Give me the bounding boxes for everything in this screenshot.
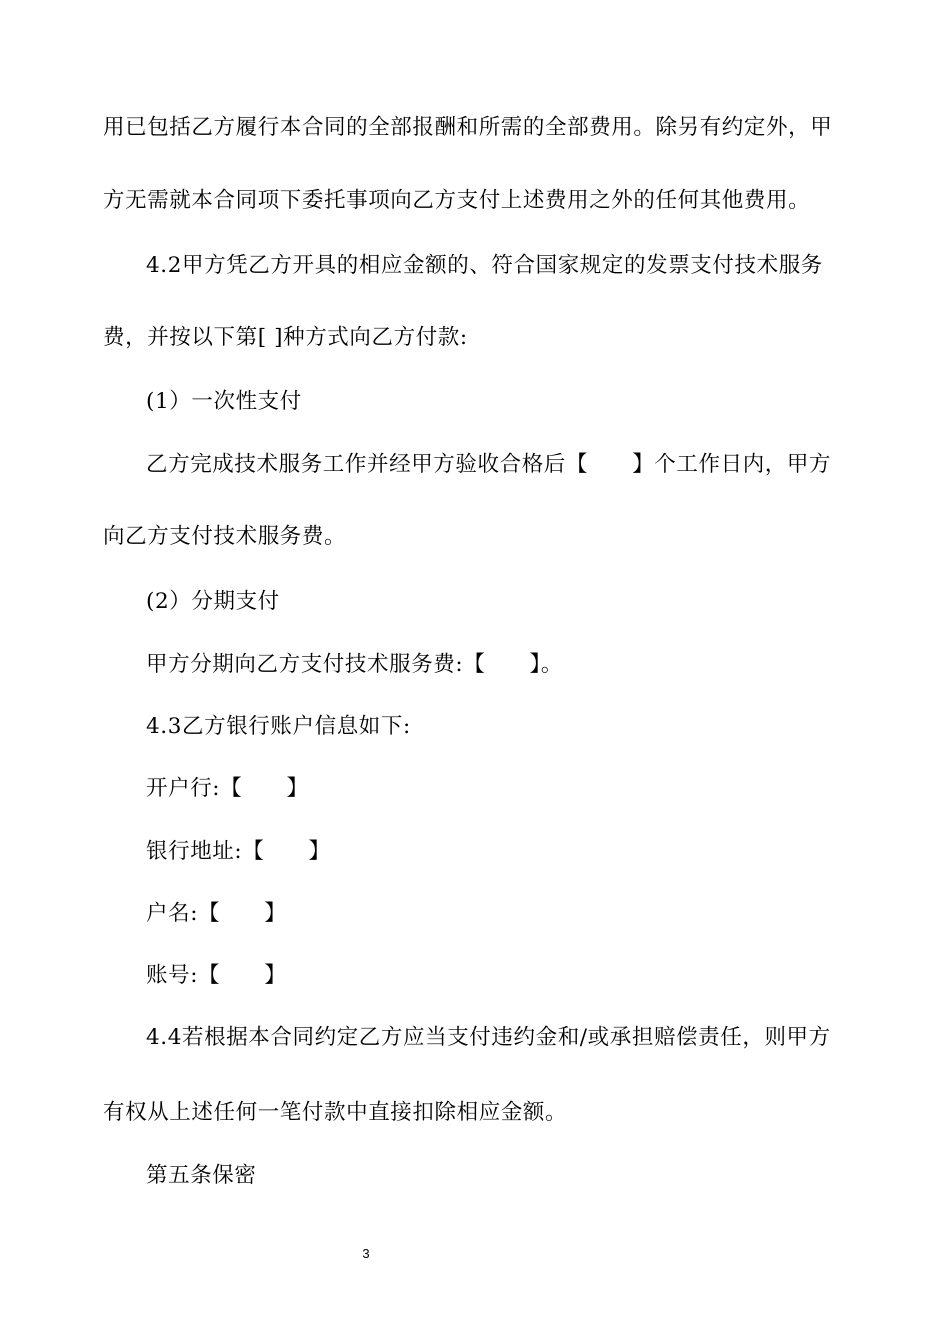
article-5-heading: 第五条保密 (146, 1163, 257, 1188)
option-1-line-1: 乙方完成技术服务工作并经甲方验收合格后【 】个工作日内，甲方 (146, 452, 832, 477)
option-2-line: 甲方分期向乙方支付技术服务费:【 】。 (146, 652, 563, 677)
option-1-line-2: 向乙方支付技术服务费。 (103, 524, 347, 549)
option-1-heading: (1）一次性支付 (146, 389, 302, 414)
clause-4-4-line-2: 有权从上述任何一笔付款中直接扣除相应金额。 (103, 1100, 568, 1125)
bank-address-line: 银行地址:【 】 (146, 839, 331, 864)
option-2-heading: (2）分期支付 (146, 589, 280, 614)
clause-4-3-heading: 4.3乙方银行账户信息如下: (146, 714, 411, 739)
clause-4-2-line-2: 费，并按以下第[ ]种方式向乙方付款: (103, 325, 468, 350)
account-number-line: 账号:【 】 (146, 963, 287, 988)
paragraph-line-fee-inclusion: 用已包括乙方履行本合同的全部报酬和所需的全部费用。除另有约定外，甲 (103, 115, 833, 140)
bank-name-line: 开户行:【 】 (146, 776, 309, 801)
clause-4-2-line-1: 4.2甲方凭乙方开具的相应金额的、符合国家规定的发票支付技术服务 (146, 253, 823, 278)
paragraph-line-no-other-fees: 方无需就本合同项下委托事项向乙方支付上述费用之外的任何其他费用。 (103, 188, 811, 213)
clause-4-4-line-1: 4.4若根据本合同约定乙方应当支付违约金和/或承担赔偿责任，则甲方 (146, 1025, 831, 1050)
account-name-line: 户名:【 】 (146, 901, 287, 926)
page-number: 3 (362, 1246, 370, 1261)
